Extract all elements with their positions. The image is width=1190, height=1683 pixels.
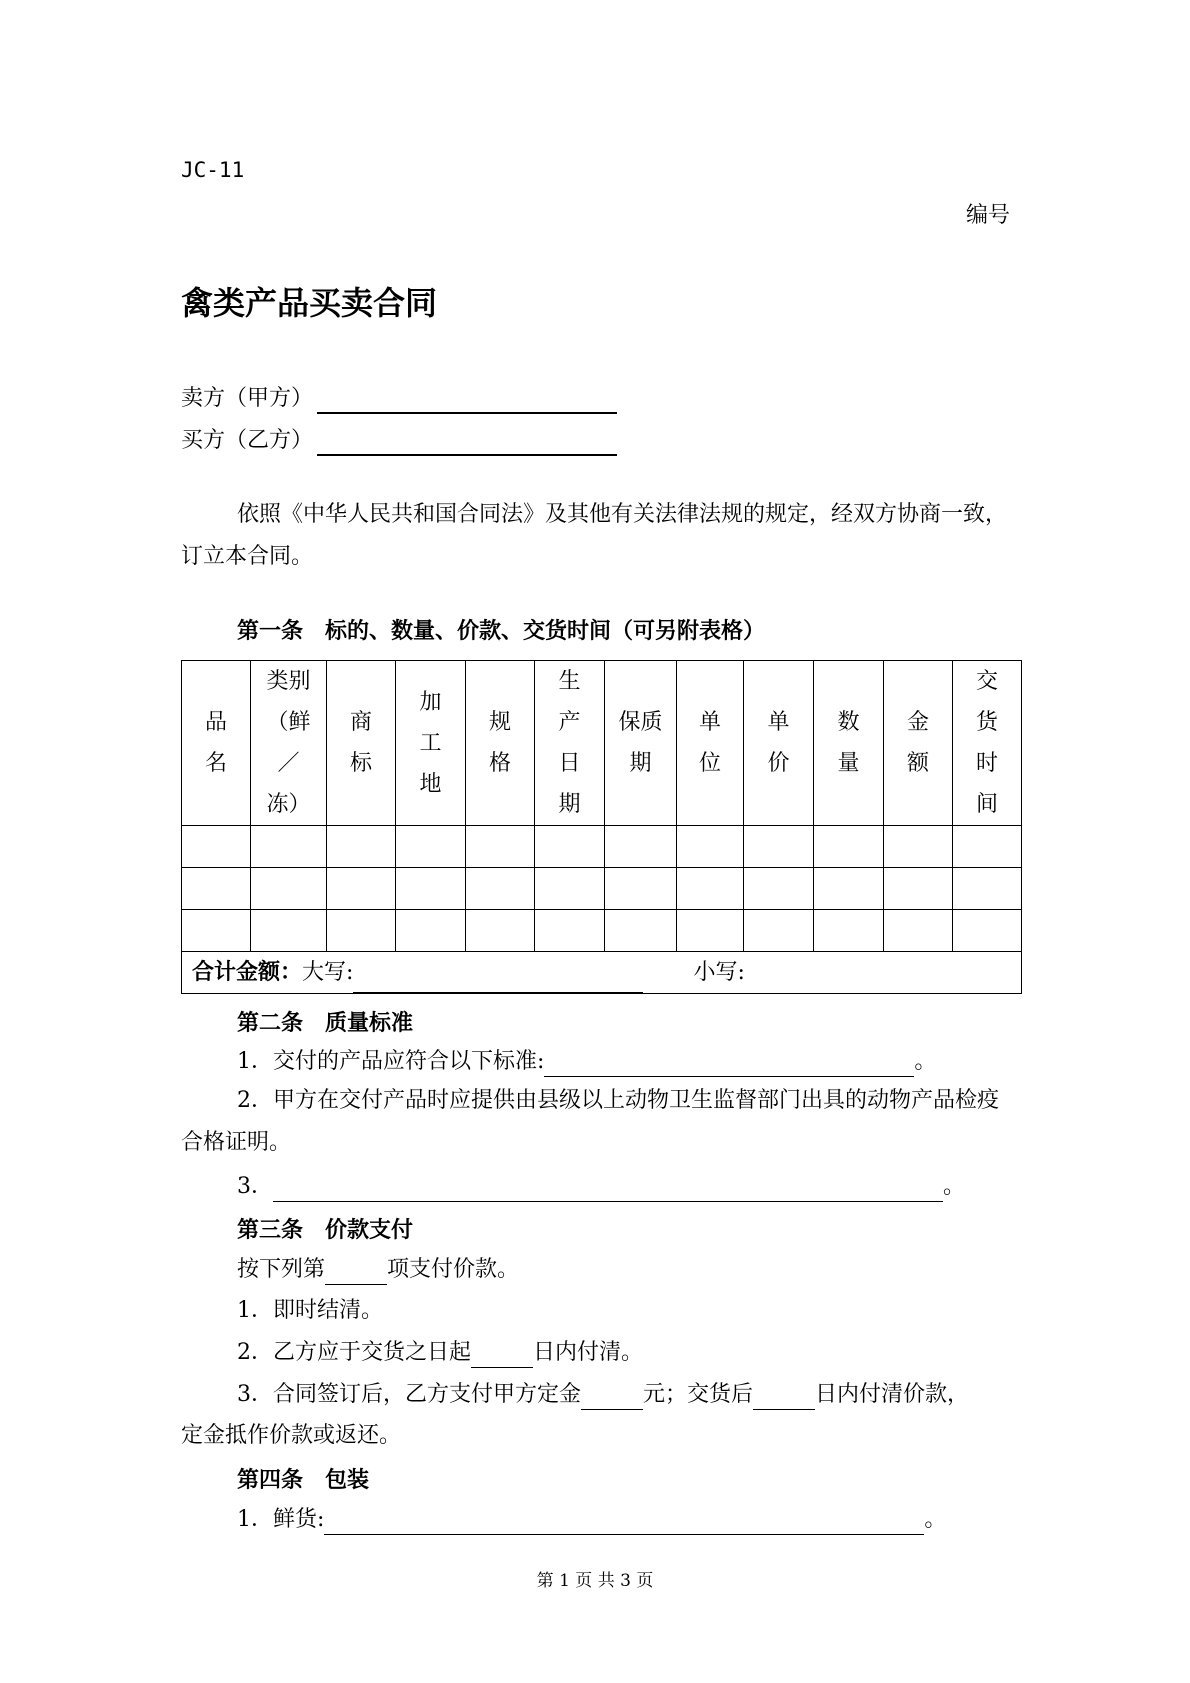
number-label: 编号: [965, 203, 1010, 228]
deposit-blank[interactable]: [581, 1385, 643, 1410]
col-amount: 金 额: [884, 661, 953, 826]
col-product-name: 品 名: [182, 661, 251, 826]
document-code: JC-11: [181, 158, 245, 182]
seller-line: [181, 384, 617, 414]
quality-standard-blank[interactable]: [544, 1052, 914, 1077]
upper-amount-blank[interactable]: [353, 968, 643, 993]
col-category: 类别 （鲜 ／ 冻）: [251, 661, 327, 826]
col-spec: 规 格: [466, 661, 535, 826]
total-label: 合计金额：: [192, 960, 303, 985]
article4-heading: 第四条 包装: [237, 1468, 370, 1493]
col-processing-place: 加 工 地: [396, 661, 466, 826]
table-row: [182, 910, 1022, 952]
payment-days-blank[interactable]: [471, 1343, 533, 1368]
payment-option-blank[interactable]: [325, 1260, 387, 1285]
upper-amount-label: 大写:: [302, 960, 354, 985]
table-header-row: [182, 661, 1022, 826]
table-row: [182, 868, 1022, 910]
contract-title: 禽类产品买卖合同: [181, 284, 438, 322]
article2-item2: 2．甲方在交付产品时应提供由县级以上动物卫生监督部门出具的动物产品检疫合格证明。: [181, 1088, 999, 1155]
seller-blank[interactable]: [317, 388, 617, 414]
article2-heading: 第二条 质量标准: [237, 1011, 414, 1036]
total-cell: [182, 952, 1022, 994]
fresh-goods-packaging-blank[interactable]: [324, 1510, 924, 1535]
article2-item1: 1．交付的产品应符合以下标准: 。: [237, 1047, 936, 1077]
page-footer: 第 1 页 共 3 页: [536, 1571, 654, 1591]
article3-item1: 1．即时结清。: [237, 1298, 383, 1323]
buyer-label: 买方（乙方）: [181, 428, 314, 453]
article3-item3-cont: 定金抵作价款或返还。: [181, 1423, 402, 1448]
article1-heading: 第一条 标的、数量、价款、交货时间（可另附表格）: [237, 619, 766, 644]
article3-item3: 3．合同签订后，乙方支付甲方定金 元；交货后 日内付清价款，: [237, 1380, 969, 1410]
article3-item2: 2．乙方应于交货之日起 日内付清。: [237, 1338, 643, 1368]
col-production-date: 生 产 日 期: [535, 661, 605, 826]
col-delivery-time: 交 货 时 间: [953, 661, 1022, 826]
seller-label: 卖方（甲方）: [181, 386, 314, 411]
lower-amount-label: 小写:: [693, 960, 745, 985]
article2-item3-blank[interactable]: [273, 1177, 943, 1202]
col-unit: 单 位: [677, 661, 744, 826]
intro-paragraph: 依照《中华人民共和国合同法》及其他有关法律法规的规定，经双方协商一致，订立本合同。: [181, 502, 1008, 569]
table-total-row: [182, 952, 1022, 994]
final-payment-days-blank[interactable]: [753, 1385, 815, 1410]
buyer-blank[interactable]: [317, 430, 617, 456]
buyer-line: [181, 426, 617, 456]
goods-table: [181, 660, 1022, 994]
article4-item1: 1．鲜货: 。: [237, 1505, 946, 1535]
col-brand: 商 标: [327, 661, 396, 826]
col-quantity: 数 量: [814, 661, 884, 826]
col-unit-price: 单 价: [744, 661, 814, 826]
article2-item3: 3． 。: [237, 1172, 965, 1202]
article3-line1: 按下列第 项支付价款。: [237, 1255, 519, 1285]
col-shelf-life: 保质 期: [605, 661, 677, 826]
article3-heading: 第三条 价款支付: [237, 1218, 414, 1243]
table-row: [182, 826, 1022, 868]
